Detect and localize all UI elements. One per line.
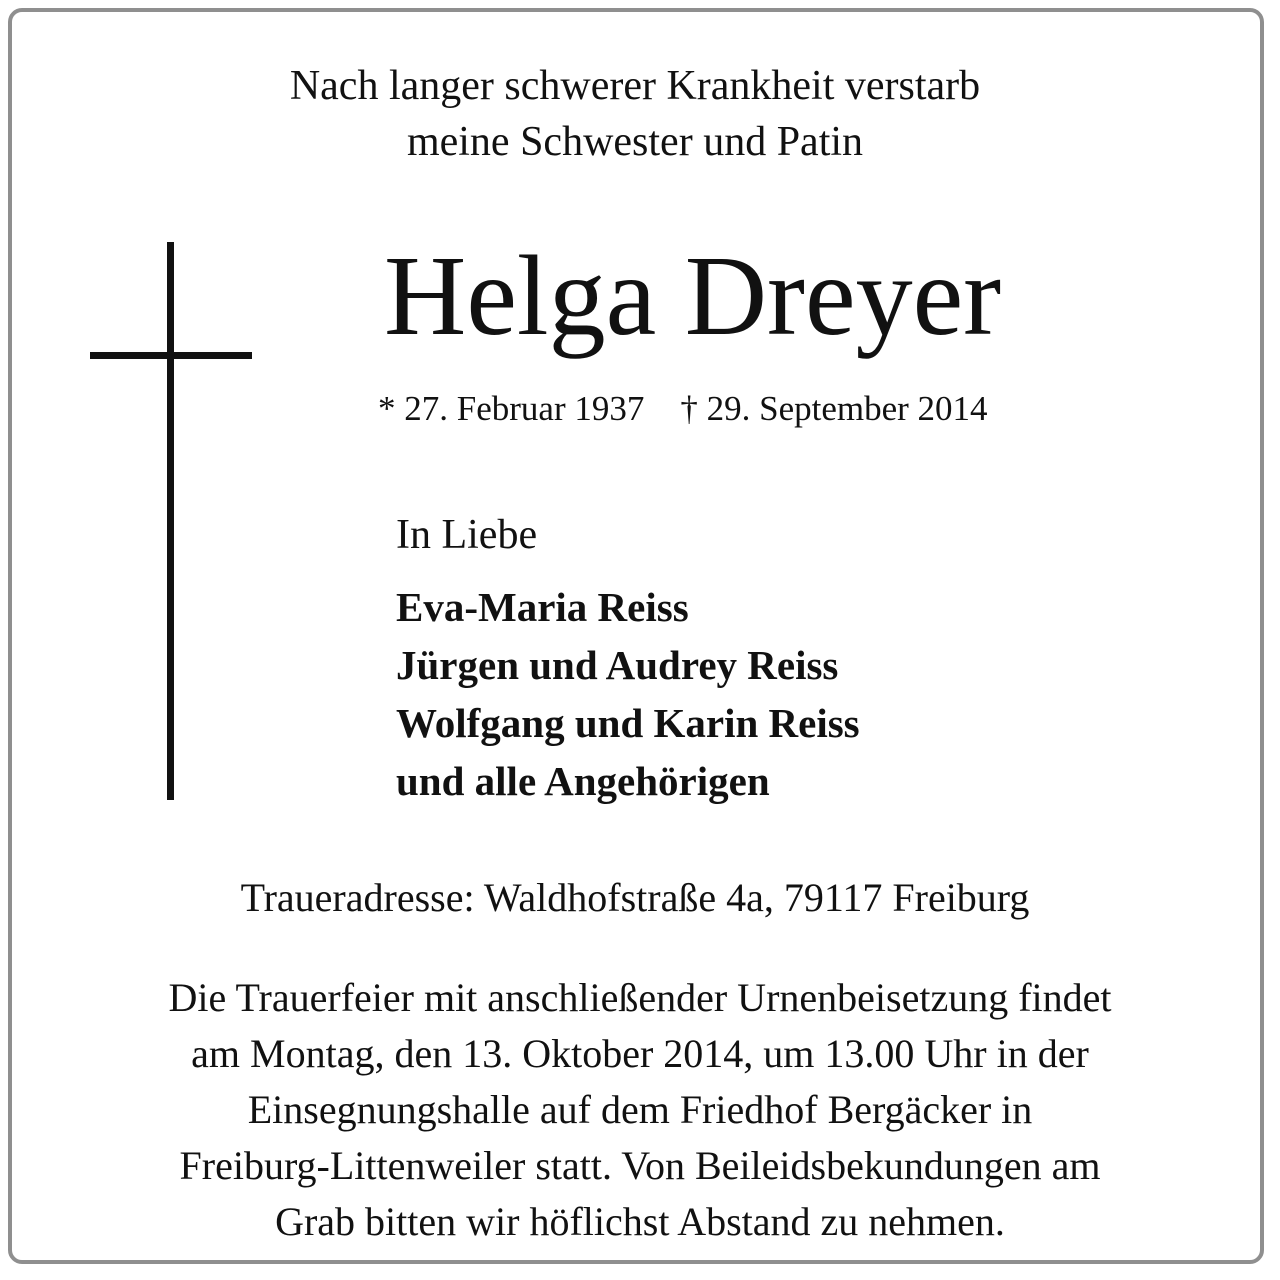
mourners-list (396, 578, 860, 810)
intro-line: meine Schwester und Patin (406, 119, 864, 165)
intro-text (0, 58, 1270, 170)
death-date: † 29. September 2014 (680, 389, 988, 428)
mourner-name: Jürgen und Audrey Reiss (396, 642, 839, 688)
ceremony-line: Freiburg-Littenweiler statt. Von Beileidsbekundungen am (179, 1143, 1101, 1188)
ceremony-text (0, 970, 1280, 1250)
mourner-name: und alle Angehörigen (396, 758, 770, 804)
life-dates (378, 386, 988, 432)
cross-vertical-bar (167, 242, 174, 800)
ceremony-line: Die Trauerfeier mit anschließender Urnenbeisetzung findet (168, 975, 1112, 1020)
cross-horizontal-bar (90, 352, 252, 359)
ceremony-line: Grab bitten wir höflichst Abstand zu nehmen. (275, 1199, 1005, 1244)
birth-date: * 27. Februar 1937 (378, 389, 645, 428)
cross-icon (90, 242, 252, 800)
deceased-name: Helga Dreyer (384, 232, 1002, 359)
mourning-address: Traueradresse: Waldhofstraße 4a, 79117 Freiburg (240, 875, 1030, 920)
intro-line: Nach langer schwerer Krankheit verstarb (289, 63, 981, 109)
mourners-heading: In Liebe (396, 512, 538, 558)
ceremony-line: Einsegnungshalle auf dem Friedhof Bergäcker in (247, 1087, 1033, 1132)
mourner-name: Wolfgang und Karin Reiss (396, 700, 860, 746)
mourner-name: Eva-Maria Reiss (396, 584, 689, 630)
ceremony-line: am Montag, den 13. Oktober 2014, um 13.00 Uhr in der (191, 1031, 1089, 1076)
